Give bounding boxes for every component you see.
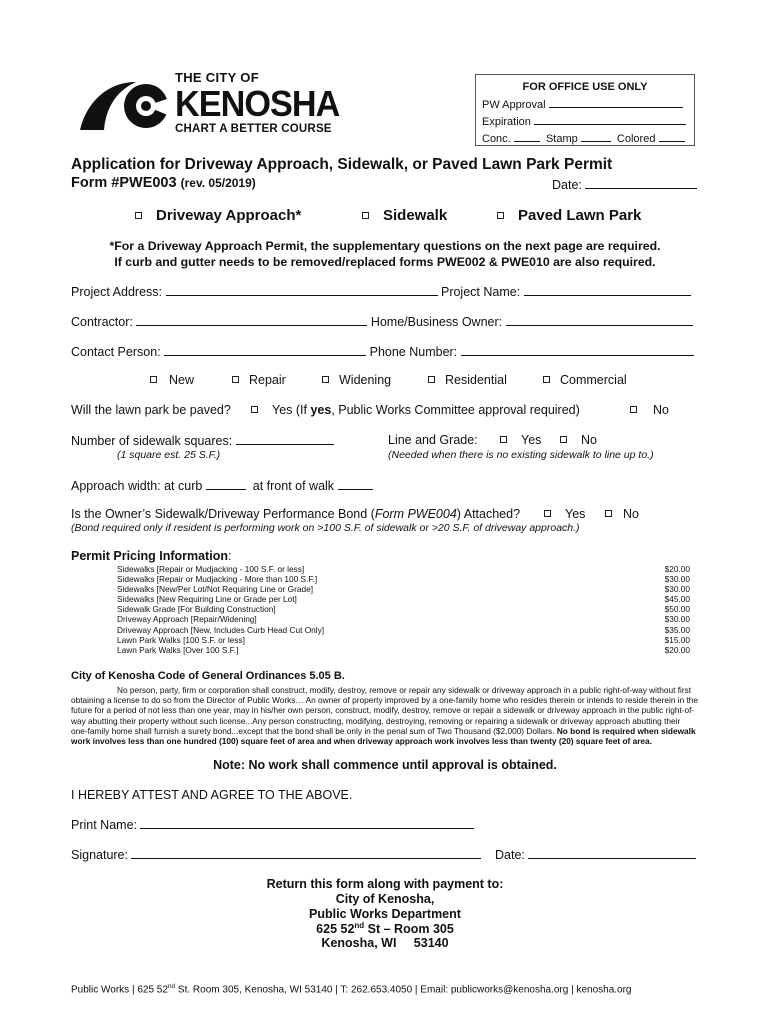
project-address-row: Project Address: Project Name:	[71, 284, 691, 299]
city-logo	[78, 70, 338, 140]
pricing-row: Sidewalk Grade [For Building Construction] $50.00	[117, 604, 690, 615]
line-grade-label: Line and Grade:	[388, 433, 478, 447]
pricing-row: Driveway Approach [New, Includes Curb Head Cut Only] $35.00	[117, 624, 690, 635]
lawn-paved-question: Will the lawn park be paved?	[71, 403, 231, 417]
work-residential-option[interactable]: Residential	[428, 373, 507, 387]
line-grade-no-checkbox[interactable]	[560, 436, 567, 443]
pricing-row: Sidewalks [Repair or Mudjacking - 100 S.F. or less] $20.00	[117, 564, 690, 574]
pricing-list	[117, 564, 690, 655]
contractor-field[interactable]	[136, 314, 367, 326]
driveway-checkbox[interactable]	[135, 212, 142, 219]
conc-field[interactable]	[514, 130, 540, 142]
print-name-row: Print Name:	[71, 817, 474, 832]
print-name-field[interactable]	[140, 817, 474, 829]
conc-label: Conc.	[482, 133, 511, 145]
lawn-paved-no-option[interactable]: No	[630, 403, 669, 417]
pricing-row: Sidewalks [Repair or Mudjacking - More than 100 S.F.] $30.00	[117, 574, 690, 585]
date-row	[552, 177, 697, 192]
office-use-title: FOR OFFICE USE ONLY	[522, 81, 648, 93]
signature-date-field[interactable]	[528, 847, 696, 859]
pricing-row: Sidewalks [New/Per Lot/Not Requiring Line or Grade] $30.00	[117, 584, 690, 595]
squares-field[interactable]	[236, 433, 334, 445]
form-number: Form #PWE003 (rev. 05/2019)	[71, 175, 256, 191]
phone-field[interactable]	[461, 344, 694, 356]
pw-approval-label: PW Approval	[482, 99, 546, 111]
return-line4: 625 52nd St – Room 305	[316, 921, 454, 937]
return-line3: Public Works Department	[309, 907, 461, 921]
residential-checkbox[interactable]	[428, 376, 435, 383]
attest-statement: I HEREBY ATTEST AND AGREE TO THE ABOVE.	[71, 788, 353, 802]
type-lawn-option[interactable]: Paved Lawn Park	[497, 207, 641, 224]
line-grade-note: (Needed when there is no existing sidewalk to line up to.)	[388, 449, 654, 461]
pricing-row: Driveway Approach [Repair/Widening] $30.00	[117, 614, 690, 625]
office-use-box	[475, 74, 695, 146]
logo-line1: THE CITY OF	[175, 70, 259, 85]
return-line2: City of Kenosha,	[335, 892, 435, 906]
squares-row: Number of sidewalk squares:	[71, 433, 334, 448]
project-address-field[interactable]	[166, 284, 438, 296]
type-sidewalk-option[interactable]: Sidewalk	[362, 207, 447, 224]
lawn-paved-yes-checkbox[interactable]	[251, 406, 258, 413]
work-widening-option[interactable]: Widening	[322, 373, 391, 387]
page-title: Application for Driveway Approach, Sidewalk, or Paved Lawn Park Permit	[71, 156, 613, 173]
date-label: Date:	[552, 178, 582, 192]
work-new-option[interactable]: New	[150, 373, 194, 387]
work-commercial-option[interactable]: Commercial	[543, 373, 627, 387]
note-driveway: *For a Driveway Approach Permit, the supplementary questions on the next page are required.	[109, 239, 661, 253]
bond-yes-checkbox[interactable]	[544, 510, 551, 517]
widening-checkbox[interactable]	[322, 376, 329, 383]
lawn-paved-yes-option[interactable]: Yes (If yes, Public Works Committee approval required)	[251, 403, 580, 417]
type-driveway-option[interactable]: Driveway Approach*	[135, 207, 301, 224]
pw-approval-field[interactable]	[549, 96, 683, 108]
ordinance-note: Note: No work shall commence until approval is obtained.	[213, 758, 557, 772]
walk-width-field[interactable]	[338, 478, 373, 490]
owner-field[interactable]	[506, 314, 693, 326]
footer: Public Works | 625 52nd St. Room 305, Kenosha, WI 53140 | T: 262.653.4050 | Email: publicworks@kenosha.org | kenosha.org	[71, 983, 632, 996]
stamp-label: Stamp	[545, 133, 578, 145]
kenosha-wave-icon	[78, 76, 173, 132]
line-grade-yes-checkbox[interactable]	[500, 436, 507, 443]
commercial-checkbox[interactable]	[543, 376, 550, 383]
new-checkbox[interactable]	[150, 376, 157, 383]
return-line5: Kenosha, WI 53140	[321, 936, 449, 950]
expiration-label: Expiration	[482, 116, 531, 128]
pricing-title: Permit Pricing Information:	[71, 549, 232, 563]
ordinance-title: City of Kenosha Code of General Ordinances 5.05 B.	[71, 670, 345, 682]
expiration-field[interactable]	[534, 113, 686, 125]
bond-question: Is the Owner’s Sidewalk/Driveway Performance Bond (Form PWE004) Attached?	[71, 507, 521, 521]
project-name-field[interactable]	[524, 284, 691, 296]
pricing-row: Sidewalks [New Requiring Line or Grade per Lot] $45.00	[117, 594, 690, 605]
ordinance-body: No person, party, firm or corporation shall construct, modify, destroy, remove or repair any sidewalk or driveway approach in a public right-of-way without first obtaining a license to do so from the Director of Public Works… An owner of property improved by a one-family home who resides therein or intends to reside therein in the future for a period of not less than one year, may in his/her own person, construct, modify, destroy, remove or repair a sidewalk or driveway approach in the public right-of-way abutting their property without such license...Any person constructing, modifying, destroying, removing or repairing a sidewalk or driveway approach abutting their one-family home shall furnish a surety bond...except that the bond shall be only in the penal sum of Two Thousand ($2,000) Dollars. No bond is required when sidewalk work involves less than one hundred (100) square feet of area and when driveway approach work involves less than twenty (20) square feet of area.	[71, 685, 699, 747]
signature-field[interactable]	[131, 847, 481, 859]
pricing-row: Lawn Park Walks [Over 100 S.F.] $20.00	[117, 644, 690, 655]
date-field[interactable]	[585, 177, 697, 189]
line-grade-yes-option[interactable]: Yes	[500, 433, 541, 447]
colored-field[interactable]	[659, 130, 685, 142]
bond-no-checkbox[interactable]	[605, 510, 612, 517]
lawn-paved-no-checkbox[interactable]	[630, 406, 637, 413]
bond-no-option[interactable]: No	[605, 507, 639, 521]
work-repair-option[interactable]: Repair	[232, 373, 286, 387]
signature-row: Signature:	[71, 847, 481, 862]
lawn-checkbox[interactable]	[497, 212, 504, 219]
approach-width-row: Approach width: at curb at front of walk	[71, 478, 373, 493]
bond-yes-option[interactable]: Yes	[544, 507, 585, 521]
bond-note: (Bond required only if resident is performing work on >100 S.F. of sidewalk or >20 S.F. of driveway approach.)	[71, 522, 580, 534]
logo-line2: KENOSHA	[175, 83, 340, 124]
contact-field[interactable]	[164, 344, 366, 356]
line-grade-no-option[interactable]: No	[560, 433, 597, 447]
return-line1: Return this form along with payment to:	[266, 877, 504, 891]
stamp-field[interactable]	[581, 130, 611, 142]
pricing-row: Lawn Park Walks [100 S.F. or less] $15.00	[117, 634, 690, 645]
colored-label: Colored	[616, 133, 656, 145]
note-curb: If curb and gutter needs to be removed/replaced forms PWE002 & PWE010 are also required.	[114, 255, 656, 269]
repair-checkbox[interactable]	[232, 376, 239, 383]
sidewalk-checkbox[interactable]	[362, 212, 369, 219]
logo-line3: CHART A BETTER COURSE	[175, 123, 332, 135]
curb-width-field[interactable]	[206, 478, 246, 490]
contractor-row: Contractor: Home/Business Owner:	[71, 314, 693, 329]
signature-date-row: Date:	[495, 847, 696, 862]
squares-note: (1 square est. 25 S.F.)	[117, 449, 221, 461]
contact-row: Contact Person: Phone Number:	[71, 344, 694, 359]
